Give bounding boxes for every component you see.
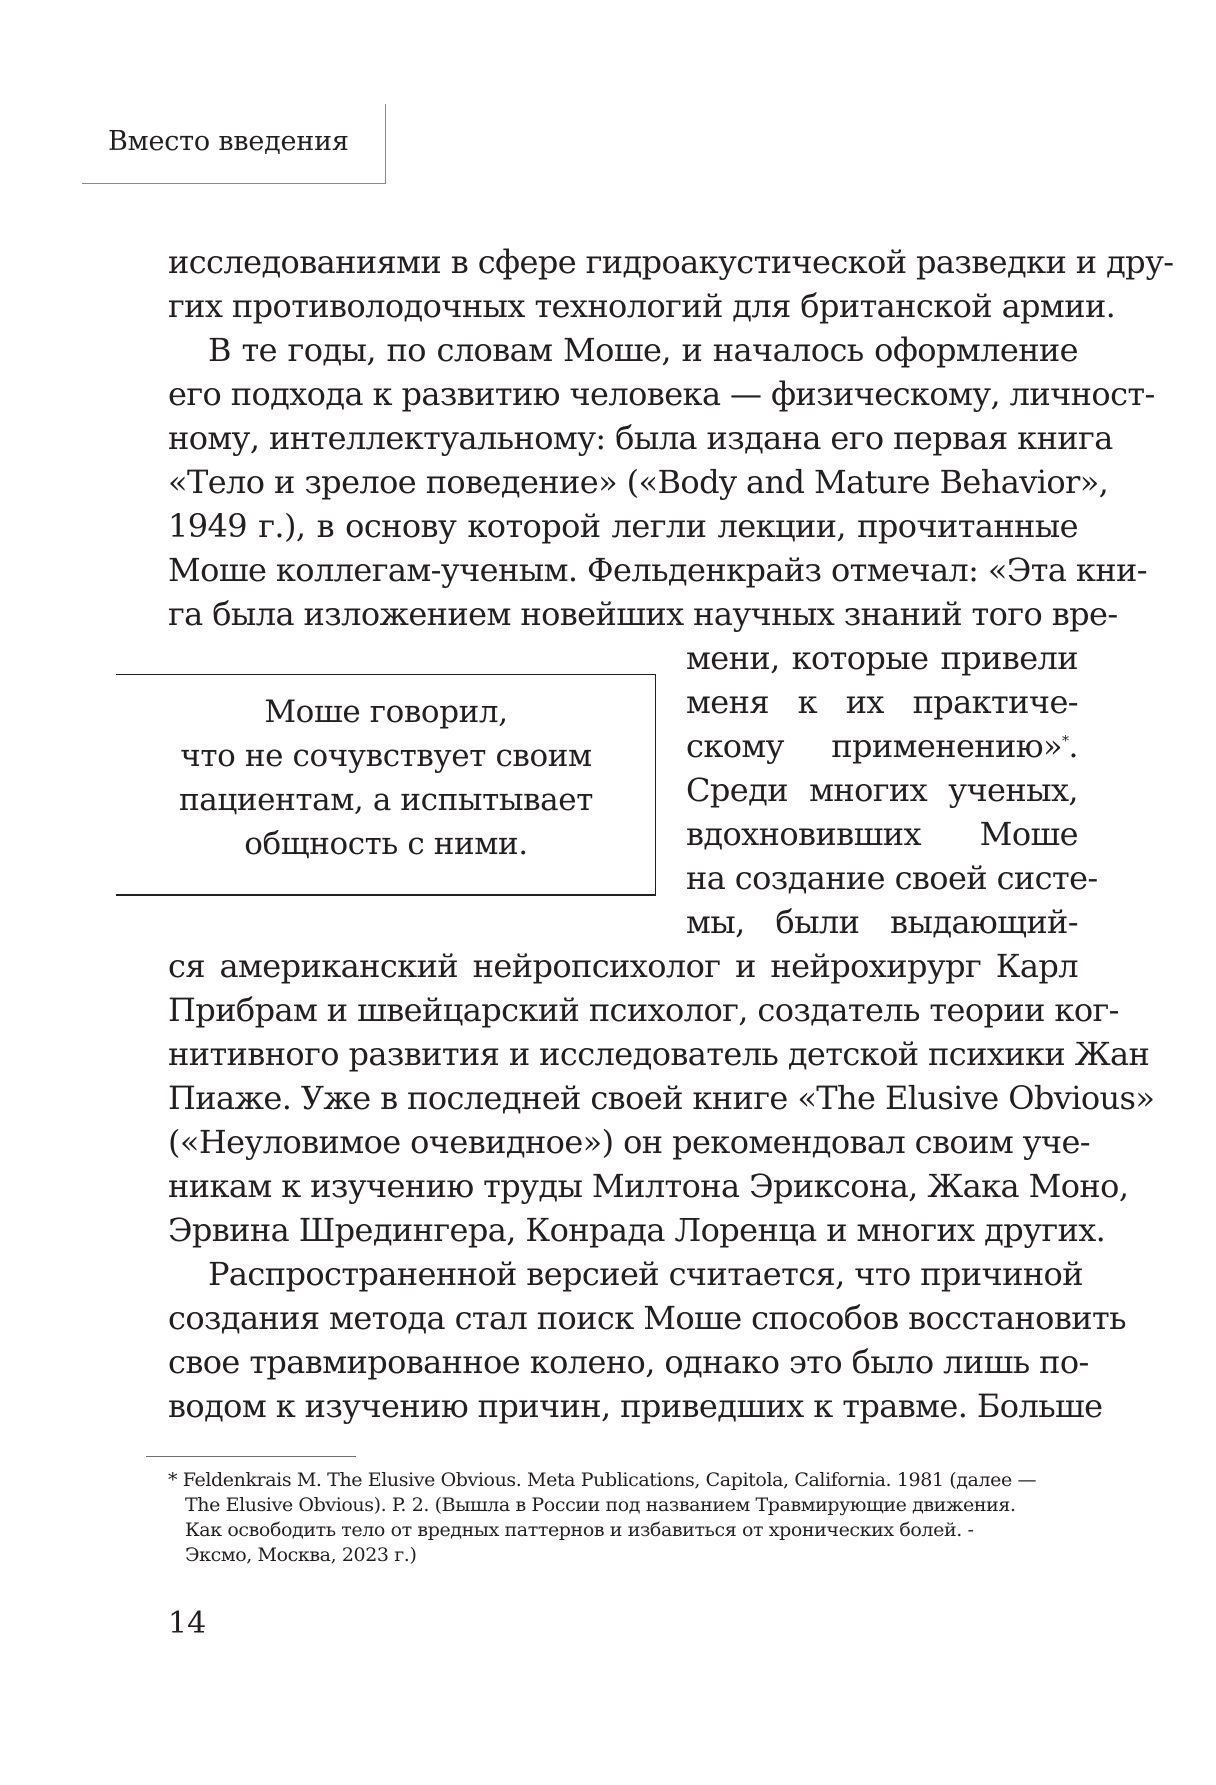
pull-quote-line: Моше говорил,: [264, 694, 508, 730]
body-line: создания метода стал поиск Моше способов восстановить: [168, 1299, 1126, 1337]
body-line: вдохновивших Моше: [686, 815, 1078, 853]
footnote-line: The Elusive Obvious). P. 2. (Вышла в России под названием Травмирующие движения.: [185, 1494, 1016, 1516]
body-line: 1949 г.), в основу которой легли лекции, прочитанные: [168, 507, 1078, 545]
body-line: на создание своей систе-: [686, 859, 1098, 897]
pull-quote: [116, 690, 656, 866]
footnote: [168, 1468, 1098, 1568]
body-line: В те годы, по словам Моше, и началось оформление: [208, 331, 1078, 369]
pull-quote-line: пациентам, а испытывает: [179, 782, 593, 818]
body-line: «Тело и зрелое поведение» («Body and Mature Behavior»,: [168, 463, 1109, 501]
body-line: Пиаже. Уже в последней своей книге «The Elusive Obvious»: [168, 1079, 1155, 1117]
footnote-line: Эксмо, Москва, 2023 г.): [185, 1544, 417, 1566]
body-line: исследованиями в сфере гидроакустической разведки и дру-: [168, 243, 1174, 281]
body-line: меня к их практиче-: [686, 683, 1078, 721]
body-line: («Неуловимое очевидное») он рекомендовал своим уче-: [168, 1123, 1091, 1161]
body-line: Распространенной версией считается, что причиной: [208, 1255, 1083, 1293]
body-line: мени, которые привели: [686, 639, 1078, 677]
pull-quote-line: общность с ними.: [244, 826, 528, 862]
pull-quote-line: что не сочувствует своим: [180, 738, 592, 774]
section-title: Вместо введения: [108, 126, 349, 157]
footnote-line: * Feldenkrais M. The Elusive Obvious. Meta Publications, Capitola, California. 1981 (далее —: [168, 1469, 1037, 1491]
footnote-line: Как освободить тело от вредных паттернов и избавиться от хронических болей. -: [185, 1519, 974, 1541]
page-number: 14: [168, 1606, 207, 1641]
body-line: Прибрам и швейцарский психолог, создатель теории ког-: [168, 991, 1119, 1029]
body-line: его подхода к развитию человека — физическому, личност-: [168, 375, 1155, 413]
body-line: никам к изучению труды Милтона Эриксона, Жака Моно,: [168, 1167, 1129, 1205]
body-line: ному, интеллектуальному: была издана его первая книга: [168, 419, 1113, 457]
footnote-reference: *: [1062, 733, 1069, 750]
body-line: нитивного развития и исследователь детской психики Жан: [168, 1035, 1150, 1073]
body-line: Эрвина Шредингера, Конрада Лоренца и многих других.: [168, 1211, 1106, 1249]
body-line: Среди многих ученых,: [686, 771, 1078, 809]
footnote-divider: [146, 1456, 356, 1457]
body-line: гих противолодочных технологий для британской армии.: [168, 287, 1116, 325]
body-line: мы, были выдающий-: [686, 903, 1078, 941]
body-line: водом к изучению причин, приведших к травме. Больше: [168, 1387, 1103, 1425]
body-line-text: скому применению»: [686, 727, 1063, 765]
body-line-with-footnote-ref: скому применению»*.: [686, 727, 1078, 765]
body-line: свое травмированное колено, однако это было лишь по-: [168, 1343, 1089, 1381]
body-line: Моше коллегам-ученым. Фельденкрайз отмечал: «Эта кни-: [168, 551, 1147, 589]
body-line: га была изложением новейших научных знаний того вре-: [168, 595, 1118, 633]
body-line: ся американский нейропсихолог и нейрохирург Карл: [168, 947, 1078, 985]
